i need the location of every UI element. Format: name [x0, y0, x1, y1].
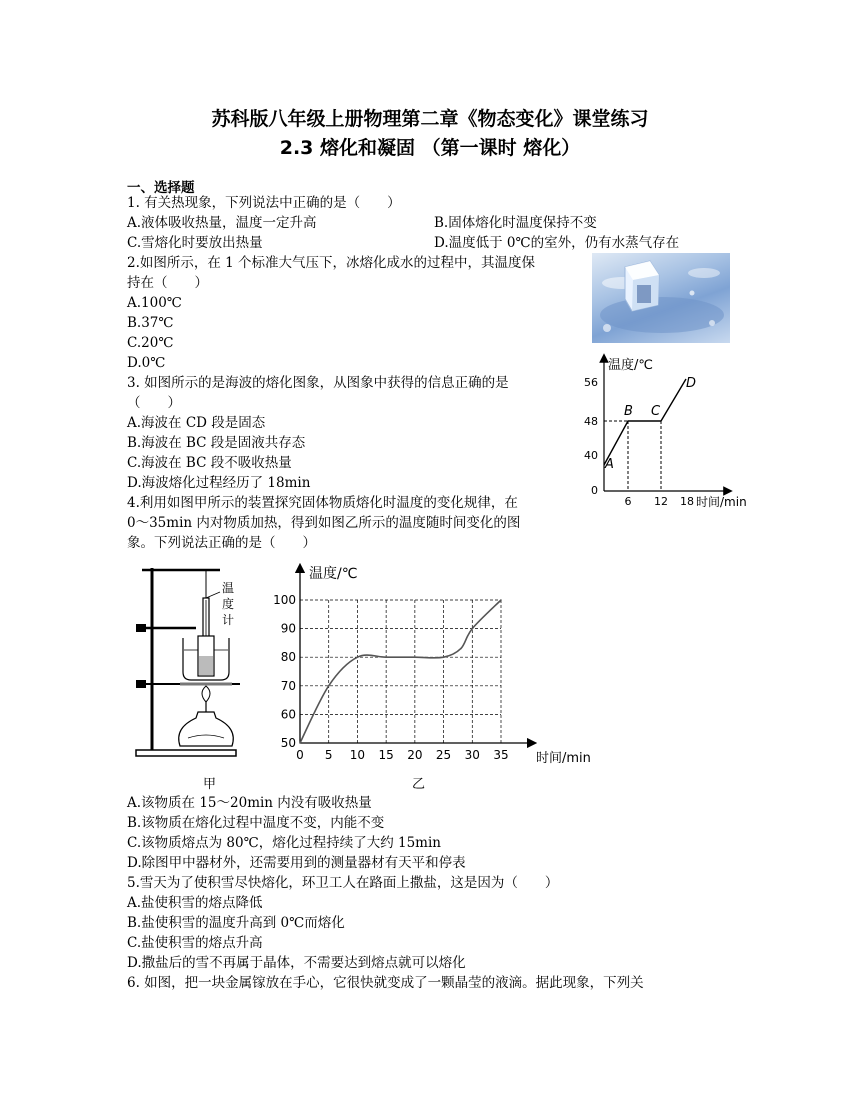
test-tube-solid [199, 656, 213, 675]
heating-apparatus-figure [128, 560, 248, 792]
chart-series-line [300, 600, 501, 743]
chart-y-tick-label: 60 [280, 707, 296, 722]
q4-option-c: C.该物质熔点为 80℃，熔化过程持续了大约 15min [127, 835, 441, 851]
hypo-point-a: A [605, 457, 614, 472]
hypo-y-tick-56: 56 [584, 376, 598, 389]
chart-x-tick-label: 0 [296, 748, 304, 762]
clamp-upper-knob [136, 624, 146, 632]
hypo-point-b: B [624, 404, 633, 419]
thermometer-label-char-3: 计 [222, 613, 235, 627]
q2-stem-line2: 持在（ ） [127, 275, 208, 291]
q4-option-d: D.除图甲中器材外，还需要用到的测量器材有天平和停表 [127, 855, 466, 871]
chart-data-point [443, 656, 445, 658]
q5-option-a: A.盐使积雪的熔点降低 [127, 895, 263, 911]
chart-y-tick-label: 80 [280, 650, 296, 665]
document-title: 苏科版八年级上册物理第二章《物态变化》课堂练习 [211, 108, 649, 130]
q3-option-d: D.海波熔化过程经历了 18min [127, 475, 311, 491]
q4-option-a: A.该物质在 15～20min 内没有吸收热量 [127, 795, 372, 811]
chart-y-tick-label: 100 [273, 593, 296, 607]
chart-x-tick-label: 25 [435, 748, 452, 762]
hypo-y-tick-40: 40 [584, 449, 598, 462]
chart-x-label: 时间/min [536, 751, 591, 766]
chart-x-tick-label: 30 [464, 748, 480, 762]
q4-stem-line3: 象。下列说法正确的是（ ） [127, 535, 316, 551]
chart-y-label: 温度/℃ [309, 566, 358, 582]
q1-stem: 1. 有关热现象，下列说法中正确的是（ ） [127, 195, 401, 211]
q1-option-b: B.固体熔化时温度保持不变 [434, 215, 597, 231]
flame [202, 686, 210, 702]
q2-stem-line1: 2.如图所示，在 1 个标准大气压下，冰熔化成水的过程中，其温度保 [127, 255, 536, 271]
q5-option-d: D.撒盐后的雪不再属于晶体，不需要达到熔点就可以熔化 [127, 955, 466, 971]
chart-grid [300, 600, 501, 743]
alcohol-lamp [179, 712, 234, 746]
q1-option-c: C.雪熔化时要放出热量 [127, 235, 263, 251]
hypo-y-label: 温度/℃ [608, 358, 653, 373]
figure-yi-label: 乙 [412, 777, 426, 792]
chart-data-point [299, 742, 301, 744]
chart-x-tick-label: 5 [324, 748, 333, 762]
chart-x-tick-label: 10 [349, 748, 366, 762]
thermometer-label-char-1: 温 [222, 581, 235, 595]
ice-cube-photo [592, 253, 730, 343]
chart-data-point [471, 628, 473, 630]
hypo-point-d: D [686, 376, 697, 391]
q2-option-b: B.37℃ [127, 315, 174, 331]
q4-option-b: B.该物质在熔化过程中温度不变，内能不变 [127, 815, 385, 831]
chart-x-tick-label: 35 [493, 748, 509, 762]
hypo-x-tick-12: 12 [654, 495, 668, 508]
q5-stem: 5.雪天为了使积雪尽快熔化，环卫工人在路面上撒盐，这是因为（ ） [127, 875, 559, 891]
q1-option-d: D.温度低于 0℃的室外，仍有水蒸气存在 [434, 235, 680, 251]
hypo-y-tick-0: 0 [591, 484, 598, 497]
q2-option-c: C.20℃ [127, 335, 174, 351]
hypo-x-label: 时间/min [696, 495, 747, 509]
chart-x-tick-label: 15 [378, 748, 394, 762]
q5-option-b: B.盐使积雪的温度升高到 0℃而熔化 [127, 915, 345, 931]
q3-option-c: C.海波在 BC 段不吸收热量 [127, 455, 292, 471]
stand-base [136, 750, 236, 756]
hypo-x-tick-6: 6 [624, 495, 632, 508]
q2-option-d: D.0℃ [127, 355, 166, 371]
q3-stem-line1: 3. 如图所示的是海波的熔化图象，从图象中获得的信息正确的是 [127, 375, 509, 391]
hypo-x-tick-18: 18 [680, 495, 694, 508]
q5-option-c: C.盐使积雪的熔点升高 [127, 935, 263, 951]
chart-data-point [385, 656, 387, 658]
q3-stem-line2: （ ） [127, 395, 181, 411]
hypo-point-c: C [651, 404, 661, 419]
hypo-y-tick-48: 48 [584, 415, 598, 428]
section-title: 一、选择题 [127, 180, 195, 196]
q2-option-a: A.100℃ [127, 295, 182, 311]
q6-stem: 6. 如图，把一块金属镓放在手心，它很快就变成了一颗晶莹的液滴。据此现象，下列关 [127, 975, 644, 991]
chart-y-tick-label: 70 [280, 678, 296, 693]
q4-stem-line2: 0～35min 内对物质加热，得到如图乙所示的温度随时间变化的图 [127, 515, 521, 531]
chart-y-tick-label: 50 [280, 736, 296, 750]
q4-stem-line1: 4.利用如图甲所示的装置探究固体物质熔化时温度的变化规律，在 [127, 495, 518, 511]
chart-y-tick-label: 90 [280, 621, 296, 636]
chart-x-tick-label: 20 [407, 748, 423, 762]
q1-option-a: A.液体吸收热量，温度一定升高 [127, 215, 317, 231]
figure-jia-label: 甲 [203, 777, 217, 792]
chart-data-point [500, 599, 502, 601]
q3-option-b: B.海波在 BC 段是固液共存态 [127, 435, 306, 451]
chart-data-point [414, 656, 416, 658]
thermometer-label-char-2: 度 [222, 597, 235, 611]
hypo-curve [604, 379, 686, 465]
document-subtitle: 2.3 熔化和凝固 （第一课时 熔化） [279, 137, 581, 159]
chart-data-point [328, 685, 330, 687]
chart-data-point [357, 656, 359, 658]
q3-option-a: A.海波在 CD 段是固态 [127, 415, 266, 431]
clamp-lower-knob [136, 680, 146, 688]
hypo-melting-graph [584, 352, 760, 517]
chart-data-point [460, 648, 462, 650]
temperature-time-chart [262, 560, 607, 792]
